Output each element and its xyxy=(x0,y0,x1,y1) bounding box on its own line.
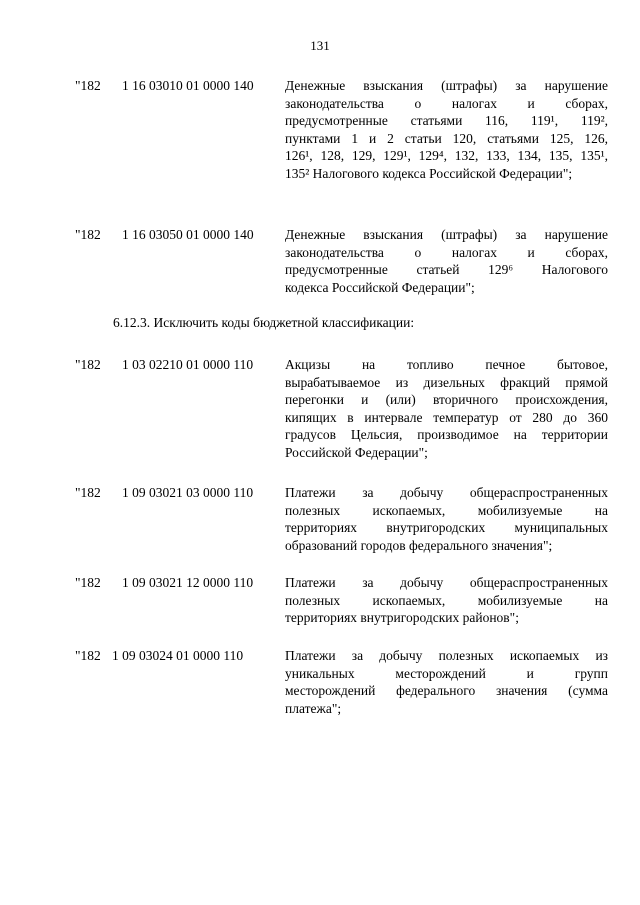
description-line: законодательства о налогах и сборах, xyxy=(285,244,608,260)
description-line: пунктами 1 и 2 статьи 120, статьями 125, 126, xyxy=(285,130,608,146)
description-line: территориях внутригородских муниципальных xyxy=(285,520,608,536)
description-line: законодательства о налогах и сборах, xyxy=(285,95,608,111)
description-line: предусмотренные статьей 129⁶ Налогового xyxy=(285,262,608,278)
description-line: Платежи за добычу общераспространенных xyxy=(285,575,608,590)
budget-classification-code: 1 09 03024 01 0000 110 xyxy=(112,648,244,663)
description-line: кодекса Российской Федерации"; xyxy=(285,279,475,295)
code-description xyxy=(285,647,608,717)
description-line: месторождений федерального значения (сумма xyxy=(285,683,608,699)
description-line: платежа"; xyxy=(285,700,342,716)
code-entry xyxy=(0,77,640,181)
code-entry xyxy=(0,226,640,295)
code-entry xyxy=(0,647,640,716)
description-line: уникальных месторождений и групп xyxy=(285,665,608,681)
description-line: 135² Налогового кодекса Российской Федерации"; xyxy=(285,165,573,181)
admin-code: "182 xyxy=(75,227,101,242)
description-line: территориях внутригородских районов"; xyxy=(285,610,519,626)
description-line: 126¹, 128, 129, 129¹, 129⁴, 132, 133, 134, 135, 135¹, xyxy=(285,148,608,164)
description-line: Платежи за добычу полезных ископаемых из xyxy=(285,648,608,663)
section-paragraph: 6.12.3. Исключить коды бюджетной классификации: xyxy=(113,315,415,330)
code-description xyxy=(285,226,608,296)
code-description xyxy=(285,77,608,183)
description-line: Платежи за добычу общераспространенных xyxy=(285,485,608,500)
code-description xyxy=(285,356,608,462)
description-line: кипящих в интервале температур от 280 до 360 xyxy=(285,409,608,425)
admin-code: "182 xyxy=(75,78,101,93)
admin-code: "182 xyxy=(75,357,101,372)
budget-classification-code: 1 16 03010 01 0000 140 xyxy=(122,78,254,93)
description-line: Российской Федерации"; xyxy=(285,444,428,460)
page-number: 131 xyxy=(310,38,330,53)
budget-classification-code: 1 16 03050 01 0000 140 xyxy=(122,227,254,242)
description-line: образований городов федерального значения"; xyxy=(285,537,553,553)
code-description xyxy=(285,574,608,627)
code-entry xyxy=(0,484,640,553)
description-line: градусов Цельсия, производимое на территории xyxy=(285,427,608,443)
budget-classification-code: 1 09 03021 12 0000 110 xyxy=(122,575,254,590)
code-description xyxy=(285,484,608,554)
description-line: полезных ископаемых, мобилизуемые на xyxy=(285,502,608,518)
admin-code: "182 xyxy=(75,485,101,500)
code-entry xyxy=(0,574,640,626)
description-line: полезных ископаемых, мобилизуемые на xyxy=(285,592,608,608)
description-line: предусмотренные статьями 116, 119¹, 119², xyxy=(285,113,608,129)
budget-classification-code: 1 03 02210 01 0000 110 xyxy=(122,357,254,372)
description-line: вырабатываемое из дизельных фракций прямой xyxy=(285,374,608,390)
budget-classification-code: 1 09 03021 03 0000 110 xyxy=(122,485,254,500)
code-entry xyxy=(0,356,640,460)
description-line: Денежные взыскания (штрафы) за нарушение xyxy=(285,78,608,93)
description-line: Денежные взыскания (штрафы) за нарушение xyxy=(285,227,608,242)
admin-code: "182 xyxy=(75,575,101,590)
description-line: Акцизы на топливо печное бытовое, xyxy=(285,357,608,372)
description-line: перегонки и (или) вторичного происхождения, xyxy=(285,392,608,408)
admin-code: "182 xyxy=(75,648,101,663)
